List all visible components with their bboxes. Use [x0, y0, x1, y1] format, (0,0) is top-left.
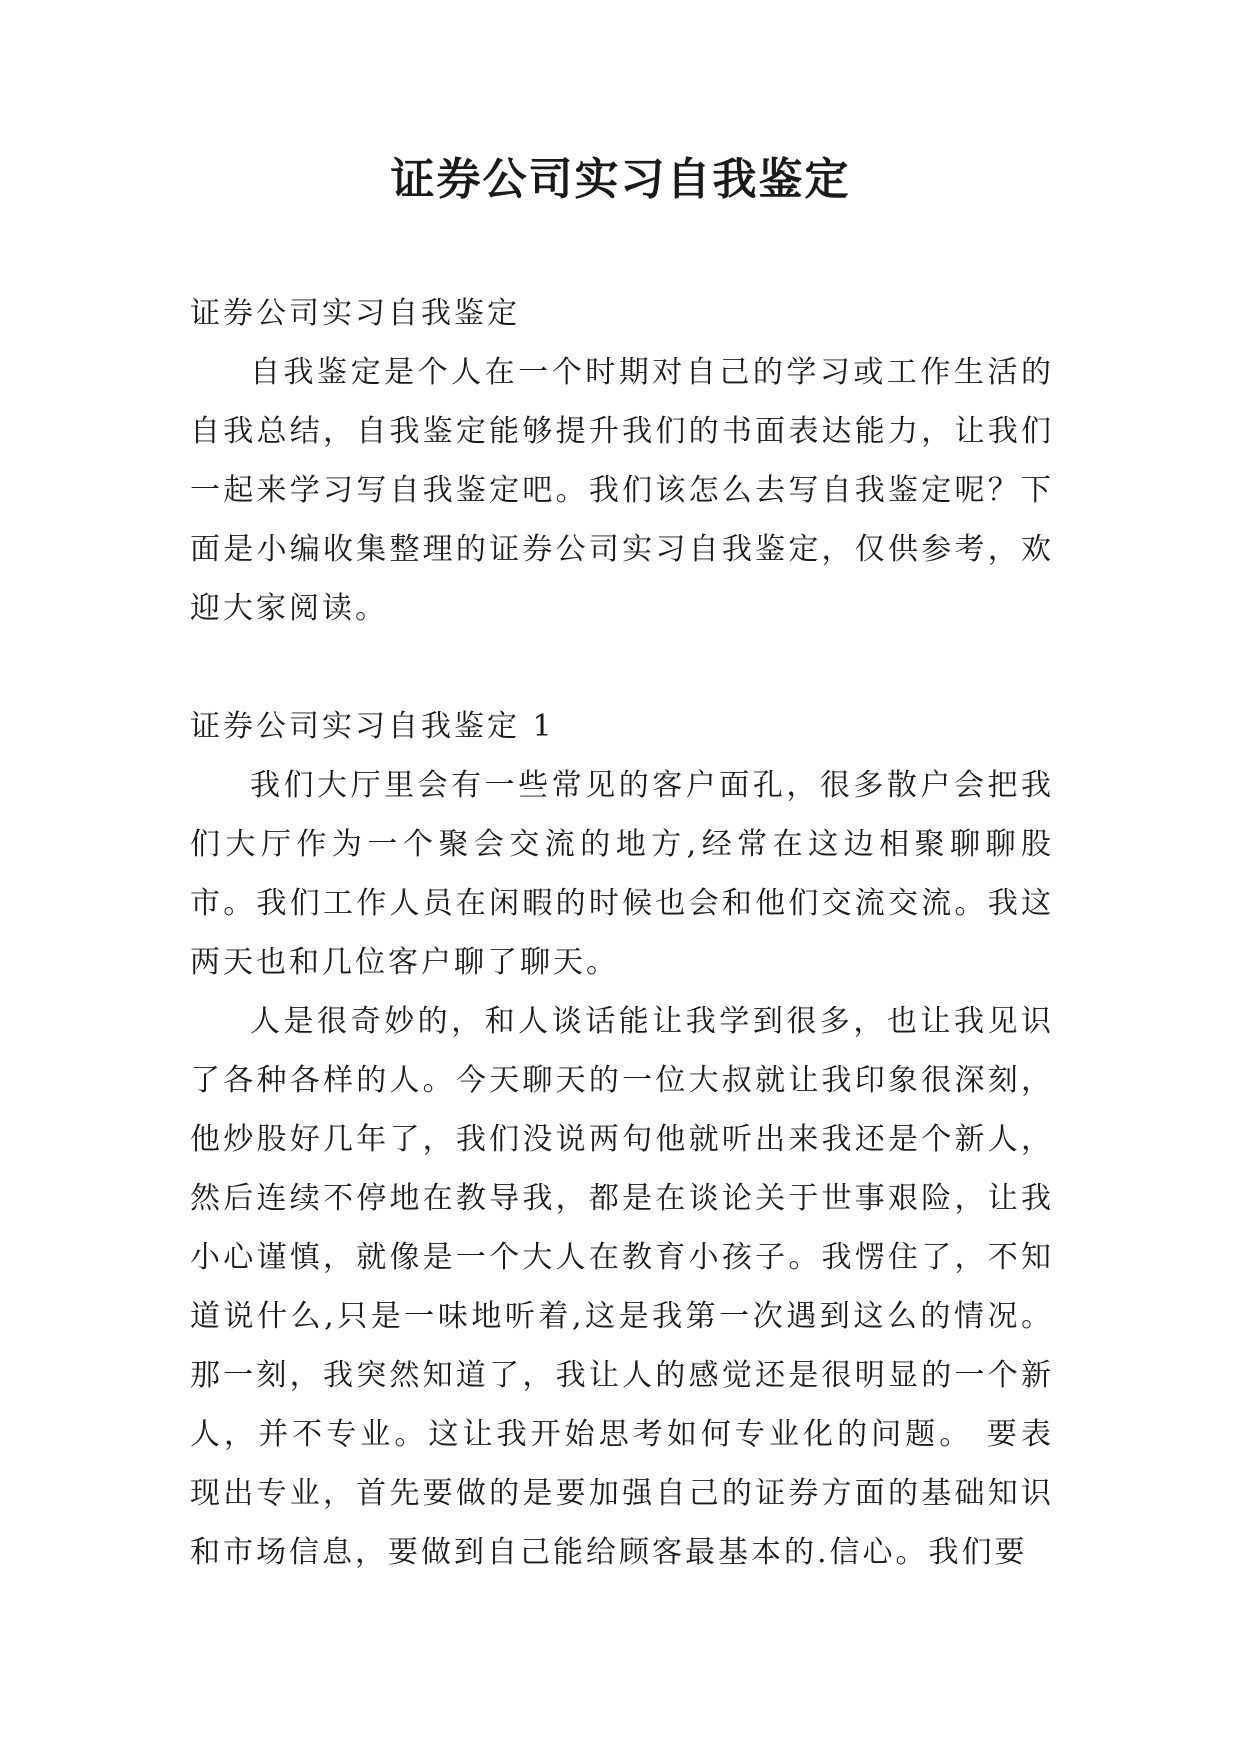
intro-paragraph: 自我鉴定是个人在一个时期对自己的学习或工作生活的自我总结，自我鉴定能够提升我们的书面表达能力，让我们一起来学习写自我鉴定吧。我们该怎么去写自我鉴定呢？下面是小编收集整理的证券公司实习自我鉴定，仅供参考，欢迎大家阅读。: [190, 355, 1054, 626]
section-1-heading: 证券公司实习自我鉴定 1: [190, 709, 555, 744]
page-title: 证券公司实习自我鉴定: [390, 154, 851, 205]
section-1-paragraph-1: 我们大厅里会有一些常见的客户面孔，很多散户会把我们大厅作为一个聚会交流的地方,经常在这边相聚聊聊股市。我们工作人员在闲暇的时候也会和他们交流交流。我这两天也和几位客户聊了聊天。: [190, 768, 1054, 980]
document-body: [190, 284, 1054, 1582]
section-1-paragraph-2: 人是很奇妙的，和人谈话能让我学到很多，也让我见识了各种各样的人。今天聊天的一位大叔就让我印象很深刻，他炒股好几年了，我们没说两句他就听出来我还是个新人，然后连续不停地在教导我，都是在谈论关于世事艰险，让我小心谨慎，就像是一个大人在教育小孩子。我愣住了，不知道说什么,只是一味地听着,这是我第一次遇到这么的情况。那一刻，我突然知道了，我让人的感觉还是很明显的一个新人，并不专业。这让我开始思考如何专业化的问题。 要表现出专业，首先要做的是要加强自己的证券方面的基础知识和市场信息，要做到自己能给顾客最基本的.信心。我们要: [190, 1004, 1054, 1570]
section-spacer: [190, 638, 1054, 697]
intro-heading: 证券公司实习自我鉴定: [190, 296, 520, 331]
